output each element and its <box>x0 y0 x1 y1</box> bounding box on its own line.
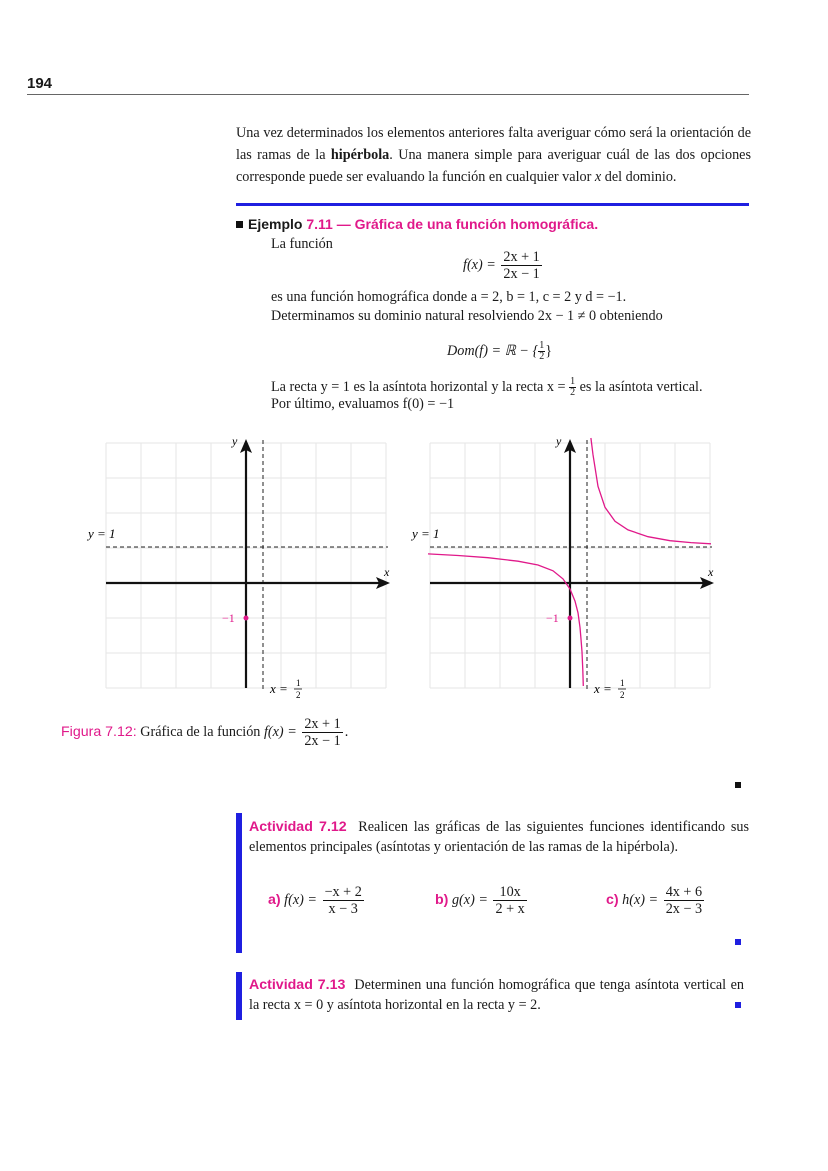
v-asym-label: x = <box>594 681 612 696</box>
v-asym-half-num: 1 <box>620 678 625 688</box>
activity-7-12-text: Actividad 7.12 Realicen las gráficas de las siguientes funciones identificando sus elementos principales (asíntotas y orientación de las ramas de la hipérbola). <box>249 819 750 855</box>
example-end-square-icon <box>735 782 741 788</box>
intro-paragraph: Una vez determinados los elementos anteriores falta averiguar cómo será la orientación de las ramas de la hipérbola. Una manera simple para averiguar cuál de las dos opciones corresponde puede ser evaluando la función en cualquier valor x del dominio. <box>236 125 751 185</box>
activity-bar <box>236 813 242 953</box>
v-asym-half-den: 2 <box>620 690 625 700</box>
activity-bar <box>236 972 242 1020</box>
activity-end-square-icon <box>735 1002 741 1008</box>
graph-left <box>84 428 404 708</box>
activity-item-b: b) g(x) = $\frac{10x}{2 + x}$ <box>435 884 525 917</box>
y-axis-label: y <box>232 434 238 448</box>
figure-label: Figura 7.12: <box>61 723 137 740</box>
h-asym-label: y = 1 <box>412 526 440 541</box>
activity-end-square-icon <box>735 939 741 945</box>
hyperbola-right-branch <box>591 438 711 544</box>
activity-7-13-text: Actividad 7.13 Determinen una función homográfica que tenga asíntota vertical en la recta x = 0 y asíntota horizontal en la recta y = 2. <box>249 977 744 1013</box>
v-asym-label: x = <box>270 681 288 696</box>
x-axis-label: x <box>384 565 390 579</box>
figure-caption: Figura 7.12: Gráfica de la función f(x) = $\frac{2x + 1}{2x - 1}$ . <box>61 716 349 749</box>
v-asym-half-den: 2 <box>296 690 301 700</box>
asymptote-line: La recta y = 1 es la asíntota horizontal y la recta x = $\frac{1}{2}$ es la asíntota vertical. <box>271 376 703 398</box>
point-f0-right <box>568 616 573 621</box>
function-formula: f(x) = $\frac{2x + 1}{2x - 1}$ <box>463 249 540 282</box>
bullet-square-icon <box>236 221 243 228</box>
point-label: −1 <box>222 611 235 625</box>
hyperbola-left-branch <box>428 554 583 686</box>
y-axis-label: y <box>556 434 562 448</box>
x-axis-label: x <box>708 565 714 579</box>
domain-formula: Dom(f) = ℝ − { $\frac{1}{2}$} <box>447 340 553 362</box>
activity-item-a: a) f(x) = $\frac{-x + 2}{x - 3}$ <box>268 884 362 917</box>
example-rule <box>236 203 749 206</box>
h-asym-label: y = 1 <box>88 526 116 541</box>
page-number: 194 <box>27 75 53 92</box>
activity-item-c: c) h(x) = $\frac{4x + 6}{2x - 3}$ <box>606 884 703 917</box>
point-f0-left <box>244 616 249 621</box>
example-intro-line: La función <box>271 236 333 252</box>
bold-term: hipérbola <box>330 147 390 163</box>
evaluation-line: Por último, evaluamos f(0) = −1 <box>271 396 455 412</box>
point-label: −1 <box>546 611 559 625</box>
v-asym-half-num: 1 <box>296 678 301 688</box>
example-domain-line: Determinamos su dominio natural resolviendo 2x − 1 ≠ 0 obteniendo <box>271 308 663 324</box>
header-rule <box>27 94 749 95</box>
example-title: Ejemplo 7.11 — Gráfica de una función homográfica. <box>236 216 598 232</box>
graph-right <box>408 428 728 708</box>
example-params-line: es una función homográfica donde a = 2, b = 1, c = 2 y d = −1. <box>271 289 627 305</box>
